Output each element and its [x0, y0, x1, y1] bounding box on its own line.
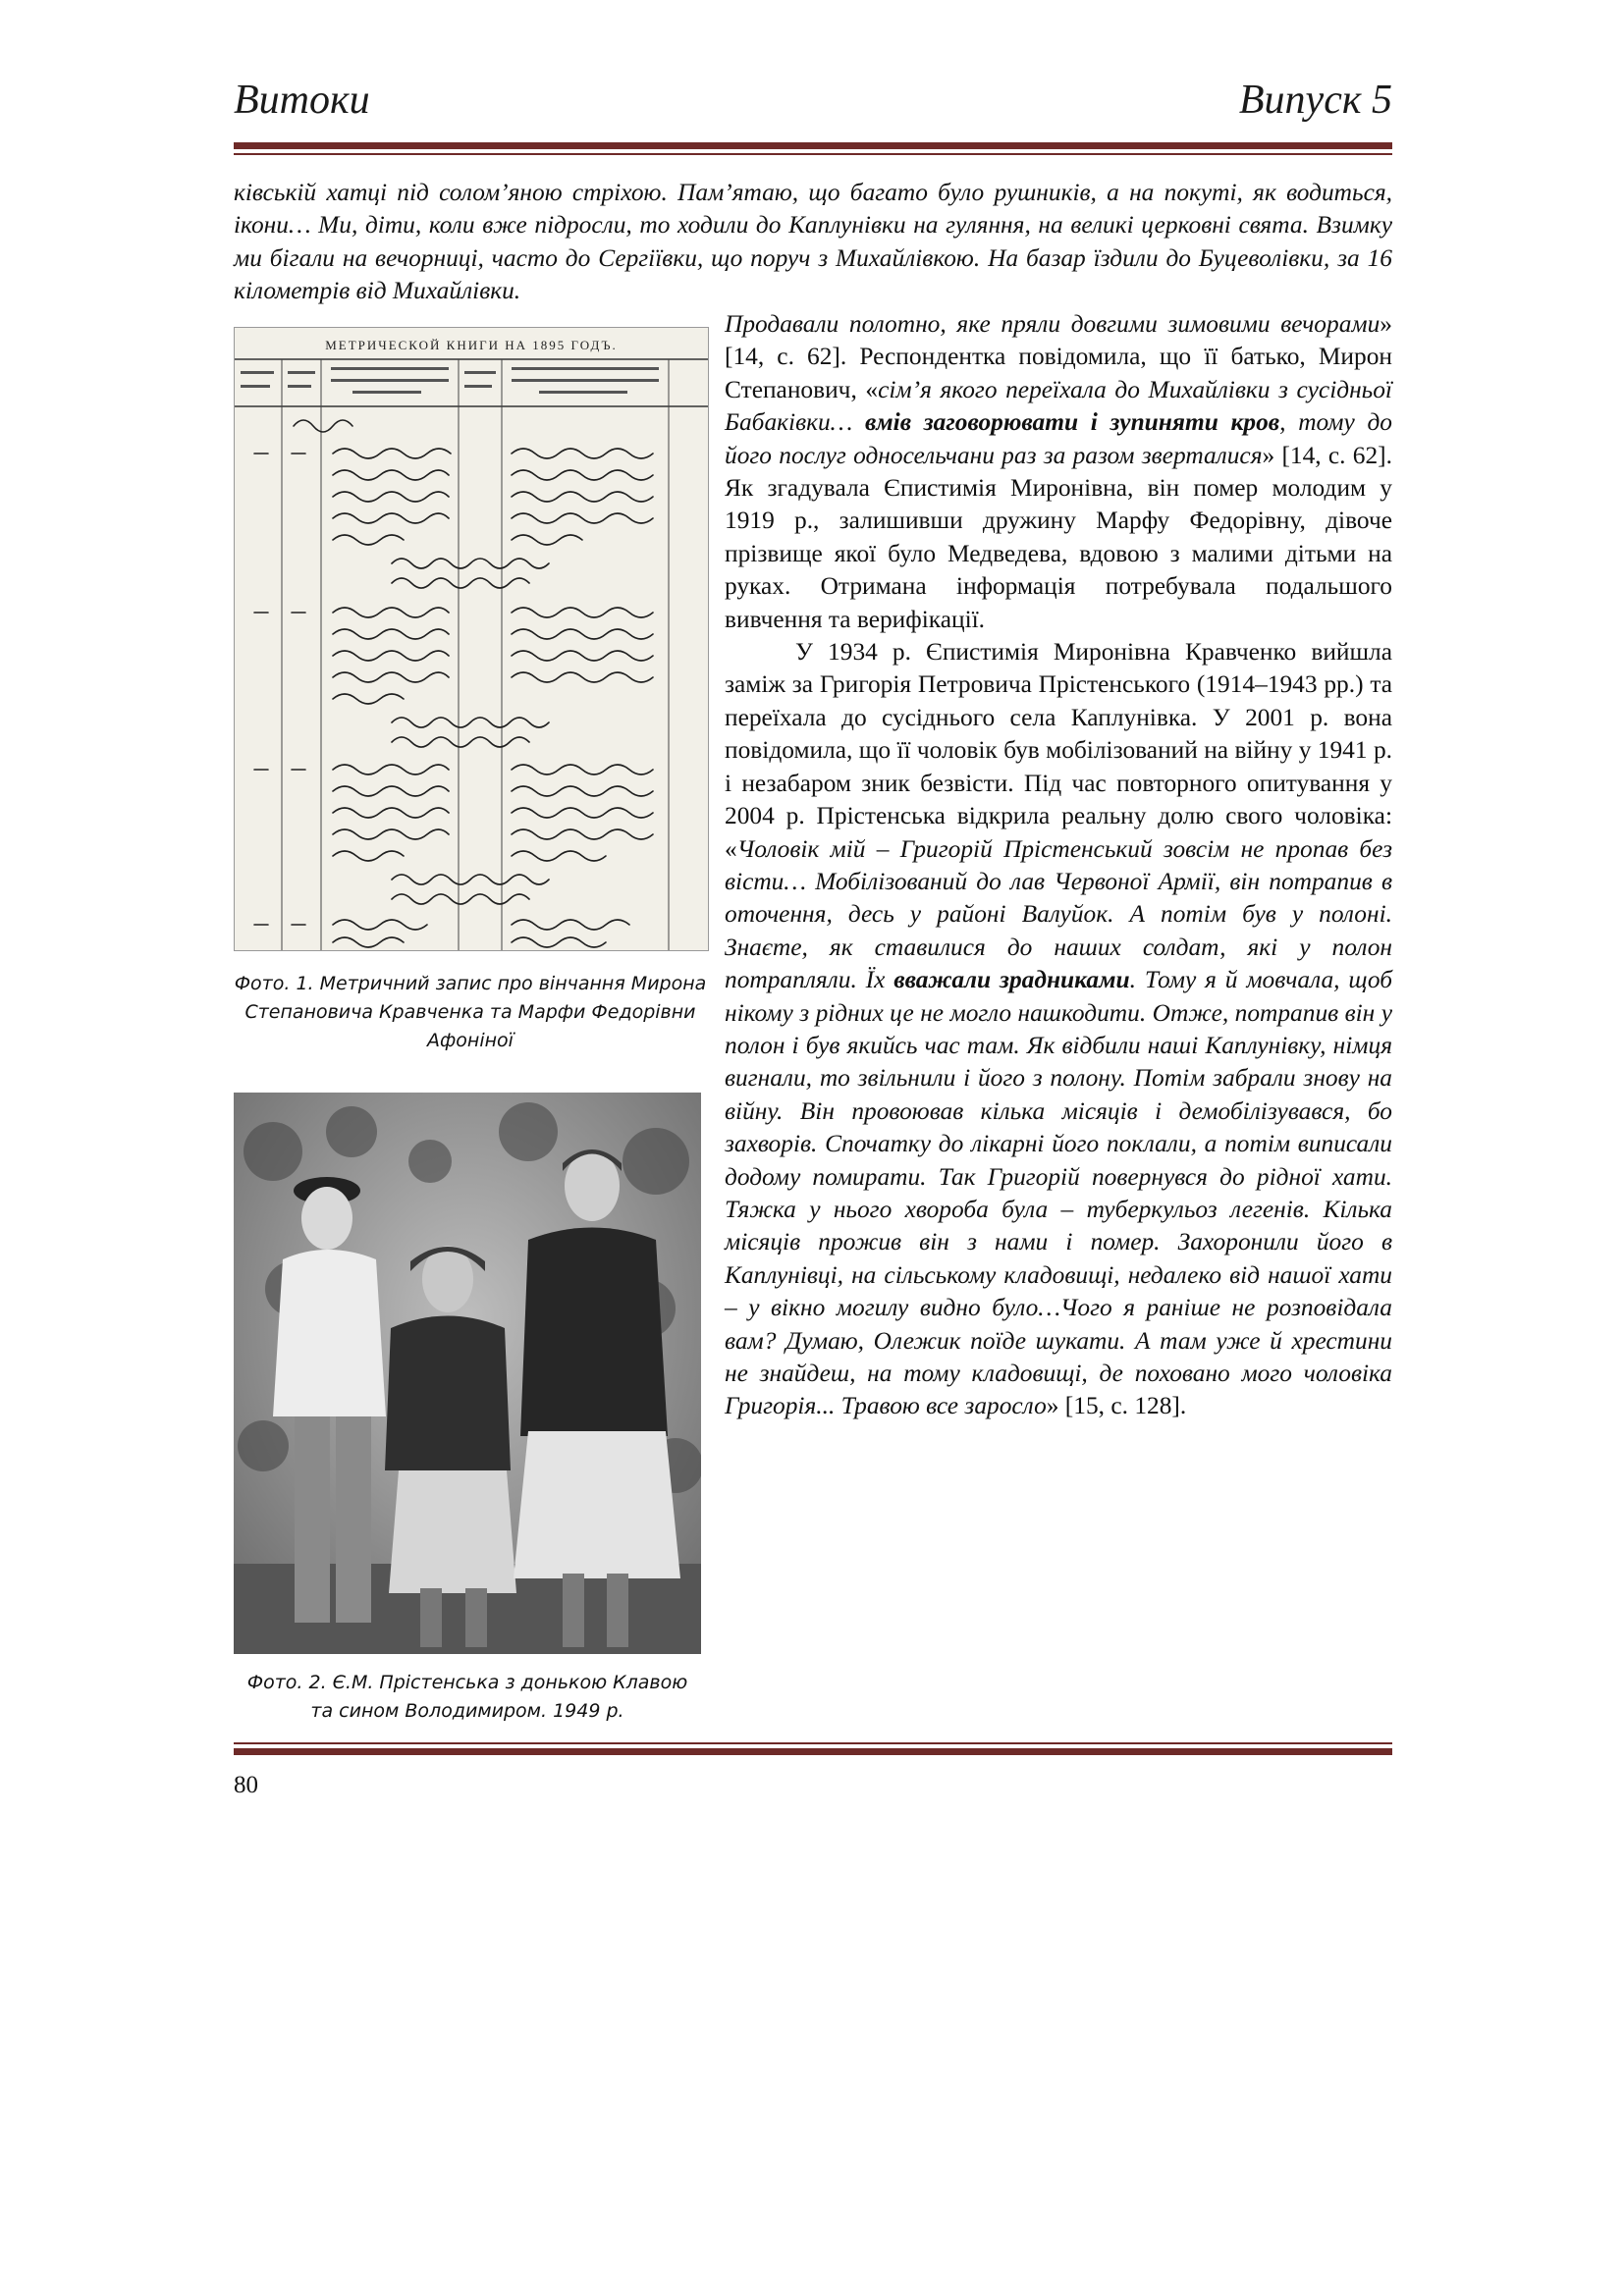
footer-rule — [234, 1742, 1392, 1755]
right-column-text — [725, 308, 1392, 1423]
quote-bold: вмів заговорювати і зупиняти кров — [864, 408, 1280, 437]
metric-book-photo — [234, 327, 709, 951]
paragraph-2 — [725, 636, 1392, 1423]
header-rule — [234, 142, 1392, 155]
paragraph-1 — [725, 308, 1392, 636]
photo1-caption: Фото. 1. Метричний запис про вінчання Мирона Степановича Кравченка та Марфи Федорівни Афоніної — [234, 973, 707, 1051]
photo2-caption: Фото. 2. Є.М. Прістенська з донькою Клавою та сином Володимиром. 1949 р. — [246, 1672, 688, 1722]
quote: сім’я якого переїхала до Михайлівки з сусідньої Бабаківки… — [725, 375, 1392, 437]
page-number: 80 — [234, 1772, 258, 1798]
family-photo — [234, 1093, 701, 1654]
text: » [15, с. 128]. — [1046, 1392, 1187, 1420]
quote: Чоловік мій – Григорій Прістенський зовсім не пропав без вісти… Мобілізований до лав Червоної Армії, він потрапив в оточення, десь у районі Валуйок. А потім був у полоні. Знаєте, як ставилися до наших солдат, які у полон потрапляли. Їх — [725, 834, 1392, 994]
text: У 1934 р. Єпистимія Миронівна Кравченко вийшла заміж за Григорія Петровича Прістенського (1914–1943 рр.) та переїхала до сусіднього села Каплунівка. У 2001 р. вона повідомила, що її чоловік був мобілізований на війну у 1941 р. і незабаром зник безвісти. Під час повторного опитування у 2004 р. Прістенська відкрила реальну долю свого чоловіка: « — [725, 638, 1392, 863]
top-paragraph: ківській хатці під солом’яною стріхою. Пам’ятаю, що багато було рушників, а на покуті, як водиться, ікони… Ми, діти, коли вже підросли, то ходили до Каплунівки на гуляння, на великі церковні свята. Взимку ми бігали на вечорниці, часто до Сергіївки, що поруч з Михайлівкою. На базар їздили до Буцеволівки, за 16 кілометрів від Михайлівки. — [234, 179, 1392, 305]
quote: Продавали полотно, яке пряли довгими зимовими вечорами — [725, 310, 1380, 338]
text: » [14, с. 62]. Респондентка повідомила, що її батько, Мирон Степанович, « — [725, 310, 1392, 403]
quote: , тому до його послуг односельчани раз за разом зверталися — [725, 408, 1392, 469]
text: » [14, с. 62]. Як згадувала Єпистимія Миронівна, він помер молодим у 1919 р., залишивши дружину Марфу Федорівну, дівоче прізвище якої було Медведева, вдовою з малими дітьми на руках. Отримана інформація потребувала подальшого вивчення та верифікації. — [725, 441, 1392, 633]
quote: . Тому я й мовчала, щоб нікому з рідних це не могло нашкодити. Отже, потрапив він у полон і був якийсь час там. Як відбили наші Каплунівку, німця вигнали, то звільнили і його з полону. Потім забрали знову на війну. Він провоював кілька місяців і демобілізувався, бо захворів. Спочатку до лікарні його поклали, а потім виписали додому помирати. Так Григорій повернувся до рідної хати. Тяжка у нього хвороба була – туберкульоз легенів. Кілька місяців прожив він з нами і помер. Захоронили його в Каплунівці, на сільському кладовищі, недалеко від нашої хати – у вікно могилу видно було…Чого я раніше не розповідала вам? Думаю, Олежик поїде шукати. А там уже й хрестини не знайдеш, на тому кладовищі, де поховано мого чоловіка Григорія... Травою все заросло — [725, 966, 1392, 1420]
metric-book-header: МЕТРИЧЕСКОЙ КНИГИ НА 1895 ГОДЪ. — [325, 338, 618, 352]
quote-bold: вважали зрадниками — [893, 966, 1130, 994]
running-header-issue: Випуск 5 — [1238, 78, 1392, 123]
running-header-title: Витоки — [234, 78, 370, 123]
